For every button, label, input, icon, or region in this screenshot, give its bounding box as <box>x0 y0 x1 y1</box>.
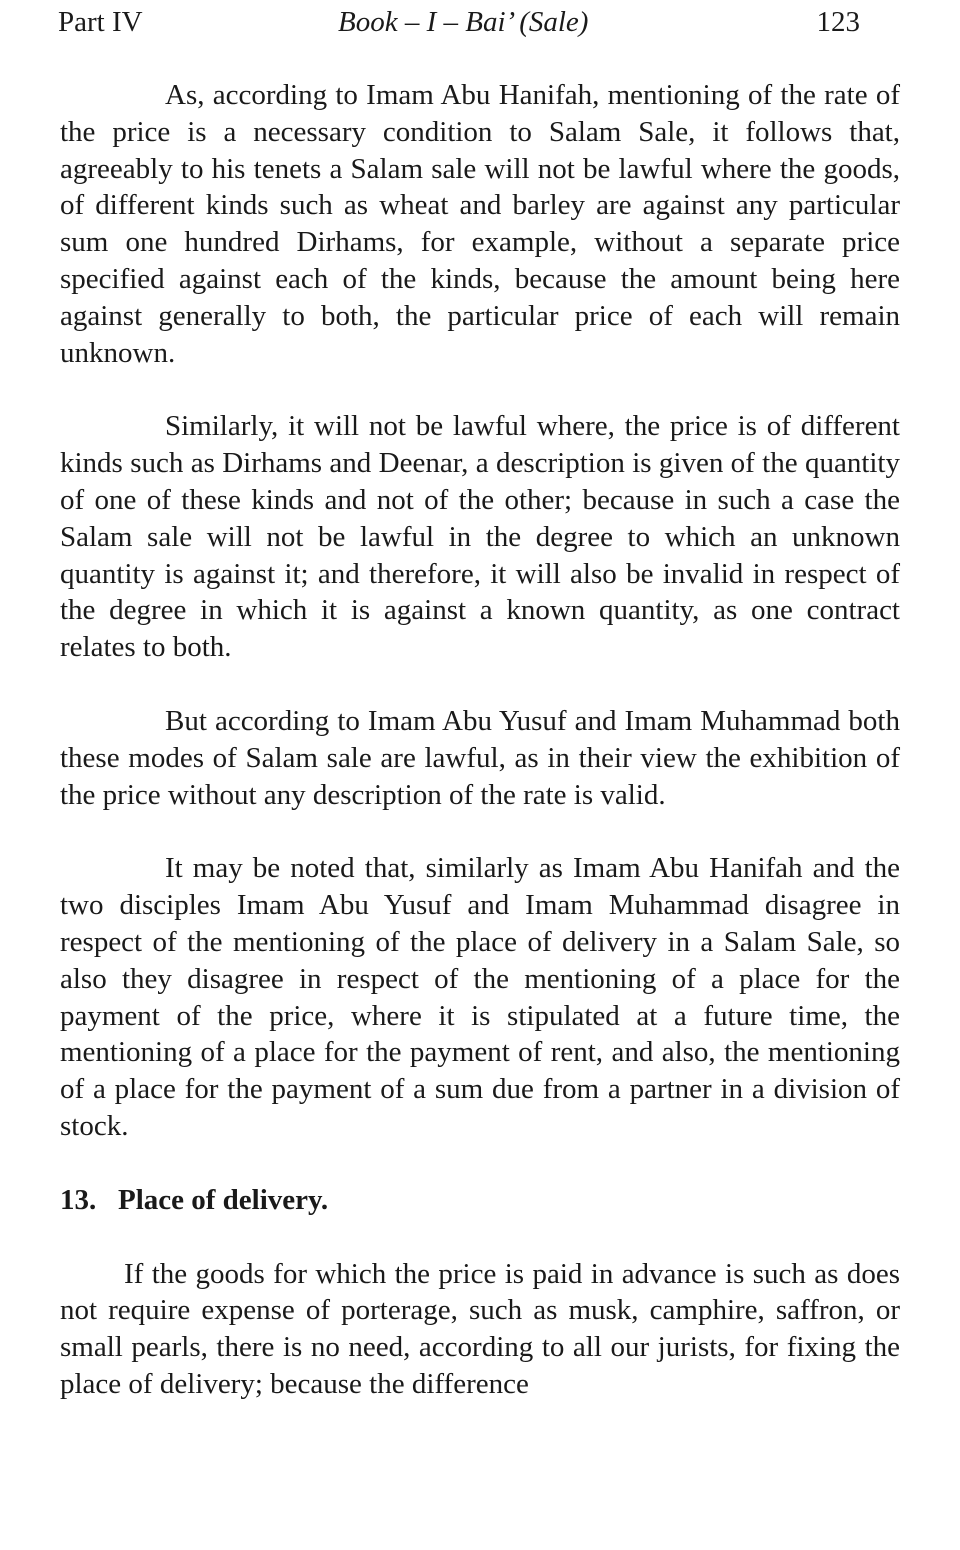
section-title: Place of delivery. <box>118 1183 329 1216</box>
paragraph-2: Similarly, it will not be lawful where, the price is of different kinds such as Dirhams and Deenar, a description is given of the quantity of one of these kinds and not of the other; because in such a case the Salam sale will not be lawful in the degree to which an unknown quantity is against it; and therefore, it will also be invalid in respect of the degree in which it is against a known quantity, as one contract relates to both. <box>60 410 900 664</box>
paragraph-5: If the goods for which the price is paid in advance is such as does not require expense of porterage, such as musk, camphire, saffron, or small pearls, there is no need, according to all our jurists, for fixing the place of delivery; because the difference <box>60 1257 900 1400</box>
paragraph-4: It may be noted that, similarly as Imam Abu Hanifah and the two disciples Imam Abu Yusuf and Imam Muhammad disagree in respect of the mentioning of the place of delivery in a Salam Sale, so also they disagree in respect of the mentioning of a place for the payment of the price, where it is stipulated at a future time, the mentioning of a place for the payment of rent, and also, the mentioning of a place for the payment of a sum due from a partner in a division of stock. <box>60 852 900 1142</box>
paragraph-3: But according to Imam Abu Yusuf and Imam Muhammad both these modes of Salam sale are lawful, as in their view the exhibition of the price without any description of the rate is valid. <box>60 704 900 811</box>
section-number: 13. <box>60 1183 97 1216</box>
body-text <box>60 77 900 1403</box>
header-part: Part IV <box>58 6 143 38</box>
running-header <box>58 4 860 44</box>
section-heading <box>60 1182 900 1219</box>
page-number: 123 <box>816 6 860 38</box>
paragraph-1: As, according to Imam Abu Hanifah, mentioning of the rate of the price is a necessary condition to Salam Sale, it follows that, agreeably to his tenets a Salam sale will not be lawful where the goods, of different kinds such as wheat and barley are against any particular sum one hundred Dirhams, for example, without a separate price specified against each of the kinds, because the amount being here against generally to both, the particular price of each will remain unknown. <box>60 79 900 369</box>
header-book-title: Book – I – Bai’ (Sale) <box>338 6 589 38</box>
